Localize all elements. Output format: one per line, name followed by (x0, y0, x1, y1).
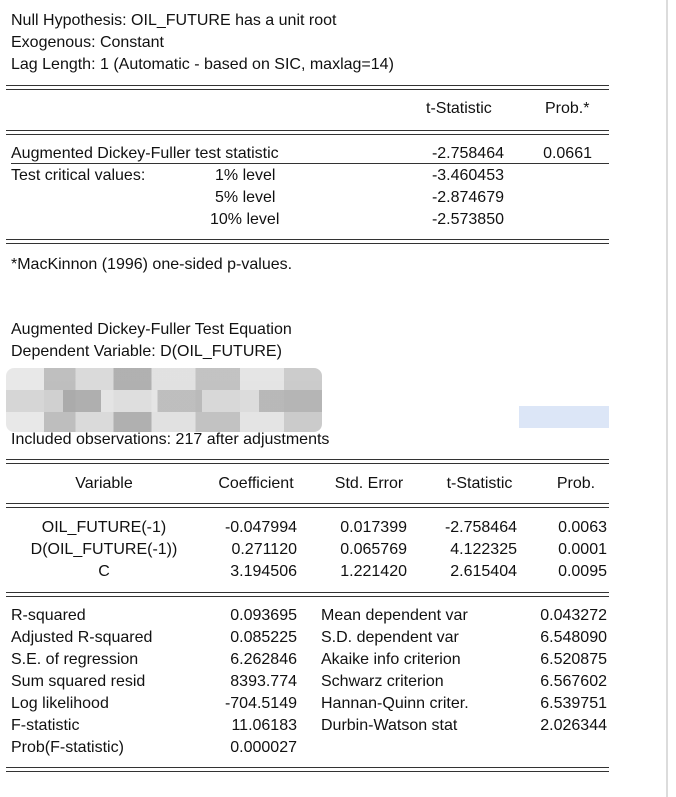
stat-label: Sum squared resid (11, 673, 146, 690)
table-rule (6, 134, 609, 135)
stat-label: Akaike info criterion (321, 651, 461, 668)
adf-test-tstat: -2.758464 (431, 145, 504, 162)
stat-label: Hannan-Quinn criter. (321, 695, 469, 712)
selection-highlight (519, 406, 609, 428)
coef-value: 3.194506 (230, 563, 297, 580)
stat-value: 6.520875 (540, 651, 607, 668)
stat-value: 6.539751 (540, 695, 607, 712)
table-rule (6, 243, 609, 244)
coef-prob: 0.0063 (558, 519, 607, 536)
stat-value: 0.085225 (230, 629, 297, 646)
coef-value: -0.047994 (224, 519, 297, 536)
coef-prob: 0.0095 (558, 563, 607, 580)
adf-test-label: Augmented Dickey-Fuller test statistic (11, 145, 279, 162)
coef-header-coefficient: Coefficient (218, 475, 294, 492)
stat-value: -704.5149 (224, 695, 297, 712)
coef-stderr: 0.065769 (340, 541, 407, 558)
stat-label: Schwarz criterion (321, 673, 444, 690)
coef-header-stderror: Std. Error (334, 475, 404, 492)
crit-level-label: 10% level (210, 211, 280, 228)
crit-level-value: -2.874679 (431, 189, 504, 206)
coef-tstat: 4.122325 (450, 541, 517, 558)
table-rule (6, 767, 609, 768)
adf-test-prob: 0.0661 (543, 145, 592, 162)
coef-header-variable: Variable (75, 475, 133, 492)
table-rule (6, 503, 609, 504)
coef-variable: OIL_FUTURE(-1) (41, 519, 167, 536)
table-rule (6, 85, 609, 86)
adf-header-tstat: t-Statistic (426, 100, 492, 117)
table-rule (6, 592, 609, 593)
exogenous-text: Exogenous: Constant (11, 34, 164, 51)
stat-label: S.D. dependent var (321, 629, 459, 646)
stat-label: Log likelihood (11, 695, 109, 712)
stat-label: R-squared (11, 607, 86, 624)
stat-label: Adjusted R-squared (11, 629, 153, 646)
stat-value: 2.026344 (540, 717, 607, 734)
table-rule (6, 771, 609, 772)
stat-value: 6.548090 (540, 629, 607, 646)
mackinnon-footnote: *MacKinnon (1996) one-sided p-values. (11, 256, 293, 273)
coef-stderr: 1.221420 (340, 563, 407, 580)
equation-title: Augmented Dickey-Fuller Test Equation (11, 321, 292, 338)
coef-stderr: 0.017399 (340, 519, 407, 536)
stat-value: 0.000027 (230, 739, 297, 756)
crit-level-label: 1% level (215, 167, 276, 184)
table-rule (6, 463, 609, 464)
redacted-blur (6, 368, 322, 432)
stat-value: 8393.774 (230, 673, 297, 690)
stat-label: Prob(F-statistic) (11, 739, 124, 756)
coef-tstat: -2.758464 (444, 519, 517, 536)
scrollbar-divider (666, 0, 668, 797)
coef-variable: C (98, 563, 110, 580)
stat-value: 11.06183 (231, 717, 297, 734)
stat-value: 6.262846 (230, 651, 297, 668)
stat-value: 0.093695 (230, 607, 297, 624)
stat-label: F-statistic (11, 717, 80, 734)
stat-value: 6.567602 (540, 673, 607, 690)
critical-values-label: Test critical values: (11, 167, 146, 184)
null-hypothesis-text: Null Hypothesis: OIL_FUTURE has a unit root (11, 12, 337, 29)
table-rule (6, 459, 609, 460)
lag-length-text: Lag Length: 1 (Automatic - based on SIC, maxlag=14) (11, 56, 394, 73)
stat-label: Durbin-Watson stat (321, 717, 458, 734)
coef-header-tstat: t-Statistic (446, 475, 513, 492)
table-rule (6, 596, 609, 597)
stat-label: S.E. of regression (11, 651, 139, 668)
adf-header-prob: Prob.* (545, 100, 590, 117)
crit-level-value: -2.573850 (431, 211, 504, 228)
table-rule (6, 130, 609, 131)
stat-value: 0.043272 (540, 607, 607, 624)
table-rule (6, 89, 609, 90)
coef-value: 0.271120 (231, 541, 297, 558)
included-observations-text: Included observations: 217 after adjustments (11, 431, 330, 448)
table-rule (6, 507, 609, 508)
coef-prob: 0.0001 (558, 541, 607, 558)
table-rule (6, 239, 609, 240)
crit-level-value: -3.460453 (431, 167, 504, 184)
crit-level-label: 5% level (215, 189, 276, 206)
coef-header-prob: Prob. (556, 475, 596, 492)
stat-label: Mean dependent var (321, 607, 468, 624)
coef-variable: D(OIL_FUTURE(-1)) (30, 541, 178, 558)
coef-tstat: 2.615404 (450, 563, 517, 580)
scrollbar-track[interactable] (640, 0, 676, 797)
dependent-variable-text: Dependent Variable: D(OIL_FUTURE) (11, 343, 282, 360)
